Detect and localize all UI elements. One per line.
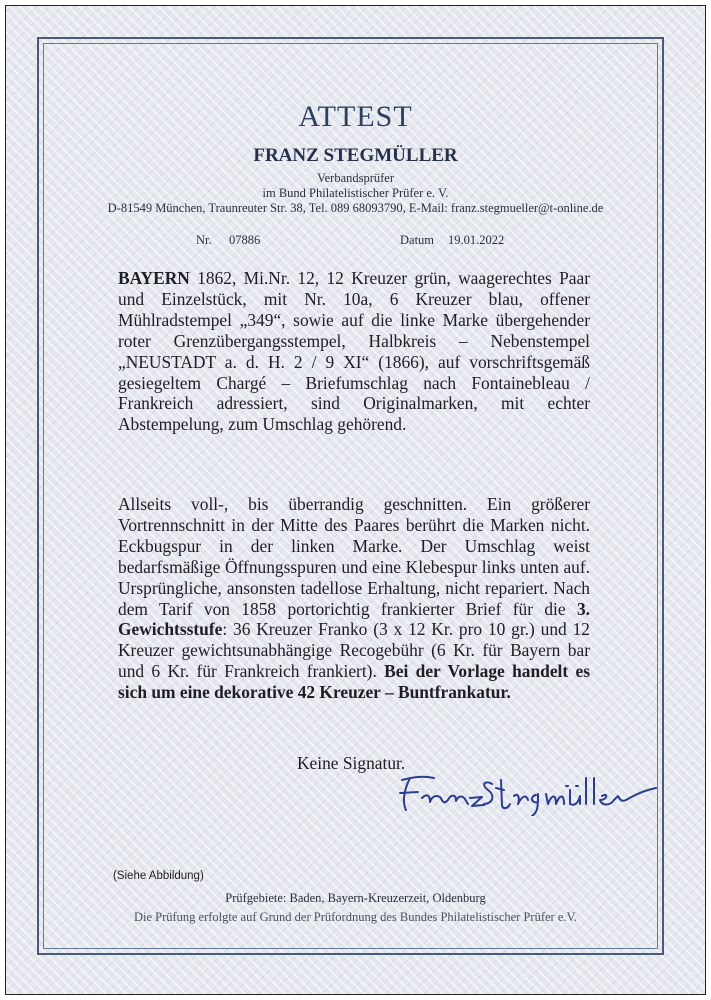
see-image-note: (Siehe Abbildung) bbox=[113, 870, 204, 882]
certificate-title: ATTEST bbox=[298, 100, 413, 133]
description-text: 1862, Mi.Nr. 12, 12 Kreuzer grün, waagerechtes Paar und Einzelstück, mit Nr. 10a, 6 Kreuzer blau, offener Mühlradstempel „349“, sowie auf die linke Marke übergehender roter Grenzübergangsstempel, Halbkreis – Nebenstempel „NEUSTADT a. d. H. 2 / 9 XI“ (1866), auf vorschriftsgemäß gesiegeltem Chargé – Briefumschlag nach Fontainebleau / Frankreich adressiert, sind Originalmarken, mit echter Abstempelung, zum Umschlag gehörend. bbox=[118, 268, 590, 435]
examination-areas: Prüfgebiete: Baden, Bayern-Kreuzerzeit, Oldenburg bbox=[225, 891, 486, 905]
certificate-number: 07886 bbox=[229, 233, 261, 247]
signature-note: Keine Signatur. bbox=[297, 753, 406, 773]
weight-class: 3. Gewichtsstufe bbox=[118, 598, 590, 640]
country-label: BAYERN bbox=[118, 268, 190, 288]
condition-paragraph bbox=[118, 494, 590, 703]
examiner-name: FRANZ STEGMÜLLER bbox=[253, 145, 458, 166]
date-label: Datum bbox=[400, 233, 435, 247]
examination-statement: Die Prüfung erfolgte auf Grund der Prüfordnung des Bundes Philatelistischer Prüfer e.V. bbox=[133, 910, 578, 924]
examiner-address: D-81549 München, Traunreuter Str. 38, Tel. 089 68093790, E-Mail: franz.stegmueller@t-online.de bbox=[107, 201, 604, 215]
description-paragraph bbox=[118, 268, 590, 435]
handwritten-signature bbox=[388, 766, 658, 816]
certificate-date: 19.01.2022 bbox=[448, 233, 505, 247]
conclusion-text: Bei der Vorlage handelt es sich um eine dekorative 42 Kreuzer – Buntfrankatur. bbox=[118, 661, 590, 703]
examiner-association: im Bund Philatelistischer Prüfer e. V. bbox=[262, 186, 449, 200]
condition-text-a: Allseits voll-, bis überrandig geschnitten. Ein größerer Vortrennschnitt in der Mitte des Paares berührt die Marken nicht. Eckbugspur in der linken Marke. Der Umschlag weist bedarfsmäßige Öffnungsspuren und eine Klebespur links unten auf. Ursprüngliche, ansonsten tadellose Erhaltung, nicht repariert. Nach dem Tarif von 1858 portorichtig frankierter Brief für die bbox=[118, 494, 590, 619]
examiner-role: Verbandsprüfer bbox=[316, 171, 395, 185]
certificate-number-label: Nr. bbox=[196, 233, 212, 247]
condition-text-b: : 36 Kreuzer Franko (3 x 12 Kr. pro 10 gr.) und 12 Kreuzer gewichtsunabhängige Recogebühr (6 Kr. für Bayern bar und 6 Kr. für Frankreich frankiert). bbox=[118, 619, 590, 682]
